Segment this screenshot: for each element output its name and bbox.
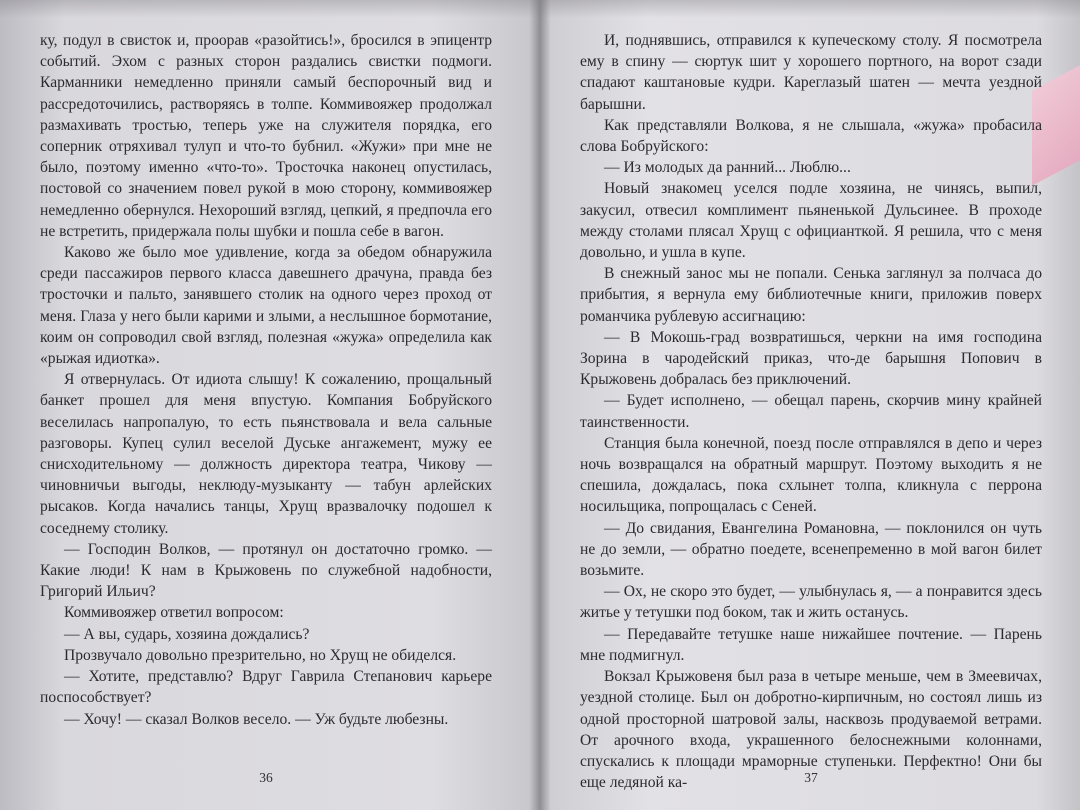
paragraph: ку, подул в свисток и, проорав «разойтись!», бросился в эпицентр событий. Эхом с разных сторон раздались свистки подмоги. Карманники немедленно приняли самый беспорочный вид и рассредоточились, растворяясь в толпе. Коммивояжер продолжал размахивать тростью, теперь уже на служителя порядка, его соперник отряхивал тулуп и что-то бубнил. «Жужи» при мне не было, поэтому именно «что-то». Тросточка наконец опустилась, постовой со значением повел рукой в мою сторону, коммивояжер немедленно обернулся. Нехороший взгляд, цепкий, я предпочла его не встретить, придержала полы шубки и пошла себе в вагон. bbox=[40, 32, 492, 240]
paragraph: — Хочу! — сказал Волков весело. — Уж будьте любезны. bbox=[64, 710, 449, 728]
paragraph: И, поднявшись, отправился к купеческому столу. Я посмотрела ему в спину — сюртук шит у хорошего портного, на ворот сзади спадают каштановые кудри. Кареглазый шатен — мечта уездной барышни. bbox=[580, 32, 1042, 113]
right-page-number: 37 bbox=[804, 770, 818, 785]
paragraph: — В Мокошь-град возвратишься, черкни на имя господина Зорина в чародейский приказ, что-де барышня Попович в Крыжовень добралась без приключений. bbox=[580, 328, 1042, 389]
left-page-text bbox=[40, 30, 492, 730]
paragraph: В снежный занос мы не попали. Сенька заглянул за полчаса до прибытия, я вернула ему библиотечные книги, приложив поверх романчика рублевую ассигнацию: bbox=[580, 265, 1042, 325]
paragraph: — Передавайте тетушке наше нижайшее почтение. — Парень мне подмигнул. bbox=[580, 625, 1042, 664]
paragraph: — Будет исполнено, — обещал парень, скорчив мину крайней таинственности. bbox=[580, 392, 1042, 431]
paragraph: Каково же было мое удивление, когда за обедом обнаружила среди пассажиров первого класса давешнего драчуна, правда без тросточки и пальто, занявшего столик на одного через проход от меня. Глаза у него были карими и злыми, а неслышное бормотание, коим он сопроводил свой взгляд, полезная «жужа» определила как «рыжая идиотка». bbox=[40, 244, 492, 368]
paragraph: Прозвучало довольно презрительно, но Хрущ не обиделся. bbox=[64, 646, 457, 664]
paragraph: — Господин Волков, — протянул он достаточно громко. — Какие люди! К нам в Крыжовень по служебной надобности, Григорий Ильич? bbox=[40, 540, 492, 601]
paragraph: — Из молодых да ранний... Люблю... bbox=[604, 159, 851, 177]
paragraph: Новый знакомец уселся подле хозяина, не чинясь, выпил, закусил, отвесил комплимент пьяненькой Дульсинее. В проходе между столами плясал Хрущ с официанткой. Я решила, что с меня довольно, и ушла в купе. bbox=[580, 180, 1042, 262]
paragraph: Коммивояжер ответил вопросом: bbox=[64, 604, 284, 622]
left-page-number: 36 bbox=[259, 770, 273, 785]
paragraph: Как представляли Волкова, я не слышала, «жужа» пробасила слова Бобруйского: bbox=[580, 116, 1042, 156]
right-page bbox=[580, 30, 1042, 800]
paragraph: — А вы, сударь, хозяина дождались? bbox=[64, 625, 310, 643]
paragraph: — До свидания, Евангелина Романовна, — поклонился он чуть не до земли, — обратно поедете, всенепременно в мой вагон билет возьмите. bbox=[580, 519, 1042, 580]
top-shadow bbox=[0, 0, 1080, 18]
paragraph: Вокзал Крыжовеня был раза в четыре меньше, чем в Змеевичах, уездной столице. Был он добротно-кирпичным, но состоял лишь из одной просторной шатровой залы, насквозь продуваемой ветрами. От арочного входа, украшенного белоснежными колоннами, спускались к площади мраморные ступеньки. Перфектно! Они бы еще ледяной ка- bbox=[580, 668, 1042, 792]
right-page-text bbox=[580, 30, 1042, 793]
paragraph: Я отвернулась. От идиота слышу! К сожалению, прощальный банкет прошел для меня впустую. Компания Бобруйского веселилась напропалую, то есть пьянствовала и вела сальные разговоры. Купец сулил веселой Дуське ангажемент, мужу ее снисходительному — должность директора театра, Чикову — чиновничьи выгоды, неклюду-музыканту — табун арлейских рысаков. Когда начались танцы, Хрущ вразвалочку подошел к соседнему столику. bbox=[40, 371, 492, 537]
paragraph: — Хотите, представлю? Вдруг Гаврила Степанович карьере поспособствует? bbox=[40, 668, 492, 707]
left-page bbox=[40, 30, 492, 800]
paragraph: Станция была конечной, поезд после отправлялся в депо и через ночь возвращался на обратный маршрут. Поэтому выходить я не спешила, дождалась, пока схлынет толпа, кликнула с перрона носильщика, попрощалась с Сеней. bbox=[580, 434, 1042, 516]
paragraph: — Ох, не скоро это будет, — улыбнулась я, — а понравится здесь житье у тетушки под боком, так и жить останусь. bbox=[580, 583, 1042, 622]
